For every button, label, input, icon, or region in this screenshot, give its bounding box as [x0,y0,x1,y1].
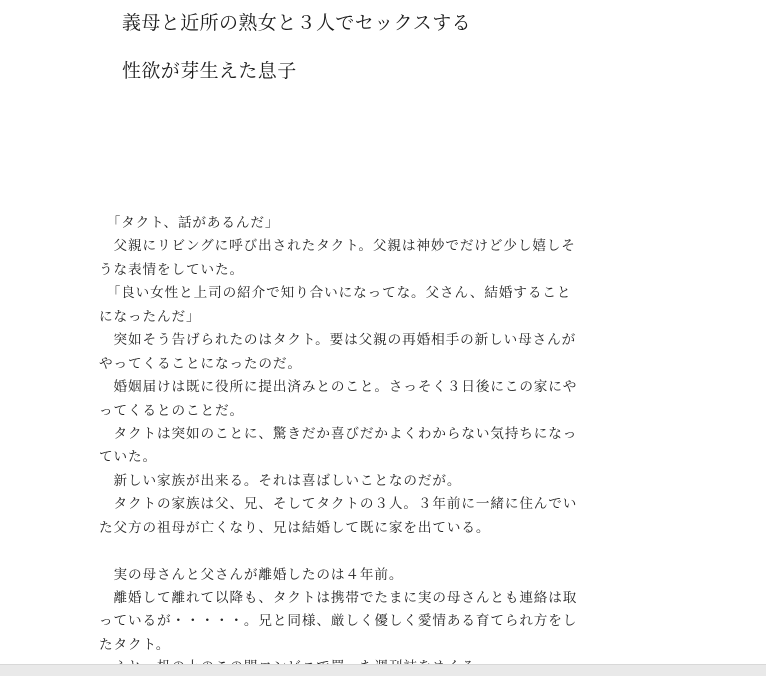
body-line: うな表情をしていた。 [99,261,244,278]
body-line: 離婚して離れて以降も、タクトは携帯でたまに実の母さんとも連絡は取 [99,590,578,606]
body-line: 父親にリビングに呼び出されたタクト。父親は神妙でだけど少し嬉しそ [99,238,576,255]
title-line-2: 性欲が芽生えた息子 [122,60,297,82]
body-text [99,212,619,657]
body-line: たタクト。 [99,636,171,653]
body-line: 婚姻届けは既に役所に提出済みとのこと。さっそく３日後にこの家にや [99,379,578,396]
body-line: ていた。 [99,449,157,466]
viewer-bottom-bar [0,664,766,676]
body-line: た父方の祖母が亡くなり、兄は結婚して既に家を出ている。 [99,519,491,536]
paragraph-gap [99,540,619,563]
body-line: やってくることになったのだ。 [99,355,302,372]
body-line: 実の母さんと父さんが離婚したのは４年前。 [99,566,404,583]
body-line: 新しい家族が出来る。それは喜ばしいことなのだが。 [99,472,462,489]
body-line: タクトは突如のことに、驚きだか喜びだかよくわからない気持ちになっ [99,425,578,442]
body-line: っているが・・・・・。兄と同様、厳しく優しく愛情ある育てられ方をし [99,613,578,630]
body-line: 突如そう告げられたのはタクト。要は父親の再婚相手の新しい母さんが [99,332,577,349]
body-line: タクトの家族は父、兄、そしてタクトの３人。３年前に一緒に住んでい [99,496,578,513]
body-line: ってくるとのことだ。 [99,402,244,419]
body-line: になったんだ」 [99,308,201,325]
body-line: 「タクト、話があるんだ」 [99,215,280,231]
title-line-1: 義母と近所の熟女と３人でセックスする [122,12,472,34]
body-line: 「良い女性と上司の紹介で知り合いになってな。父さん、結婚すること [99,285,572,302]
